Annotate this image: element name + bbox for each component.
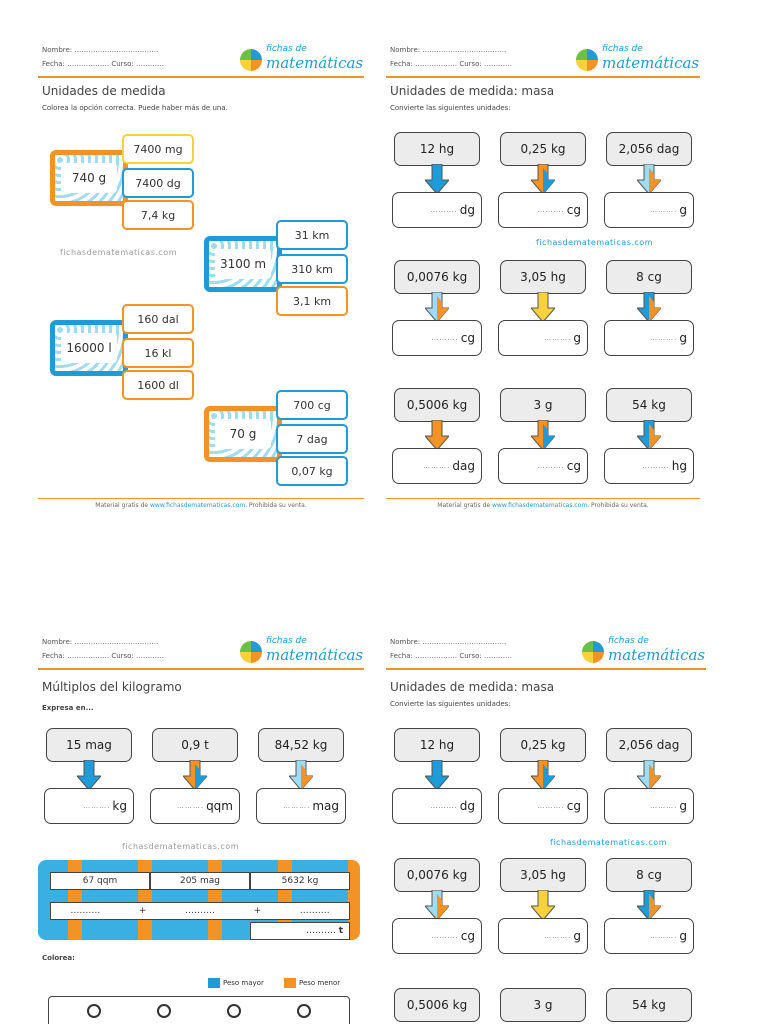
down-arrow-icon xyxy=(637,760,661,790)
page-title: Unidades de medida: masa xyxy=(390,84,555,98)
source-value: 12 hg xyxy=(394,728,480,762)
down-arrow-icon xyxy=(531,164,555,194)
option-box[interactable]: 1600 dl xyxy=(122,370,194,400)
answer-field[interactable] xyxy=(498,448,588,484)
target-unit: qqm xyxy=(206,799,233,813)
target-unit: cg xyxy=(460,331,475,345)
option-box[interactable]: 160 dal xyxy=(122,304,194,334)
down-arrow-icon xyxy=(183,760,207,790)
answer-field[interactable] xyxy=(498,320,588,356)
blank-line: ………. xyxy=(431,334,459,342)
instruction: Convierte las siguientes unidades: xyxy=(390,104,511,112)
target-unit: g xyxy=(679,331,687,345)
option-box[interactable]: 3,1 km xyxy=(276,286,348,316)
source-value: 8 cg xyxy=(606,260,692,294)
source-value: 8 cg xyxy=(606,858,692,892)
sheet-header xyxy=(386,40,700,78)
source-value: 54 kg xyxy=(606,988,692,1022)
answer-field[interactable] xyxy=(498,788,588,824)
logo-ball-icon xyxy=(576,49,598,71)
down-arrow-icon xyxy=(637,292,661,322)
source-value: 3,05 hg xyxy=(500,858,586,892)
blank-line: ………. xyxy=(430,802,458,810)
instruction: Expresa en... xyxy=(42,704,94,712)
plus-sign: + xyxy=(138,906,147,916)
source-value: 2,056 dag xyxy=(606,728,692,762)
date-course-field[interactable]: Fecha: ……………… Curso: ………… xyxy=(390,652,513,660)
down-arrow-icon xyxy=(425,292,449,322)
answer-field[interactable] xyxy=(392,448,482,484)
option-box[interactable]: 31 km xyxy=(276,220,348,250)
weights-box xyxy=(48,996,350,1024)
answer-field[interactable] xyxy=(150,788,240,824)
blank-line: ………. xyxy=(537,802,565,810)
plus-sign: + xyxy=(253,906,262,916)
worksheet-2 xyxy=(386,40,700,520)
down-arrow-icon xyxy=(425,760,449,790)
legend-heavier: Peso mayor xyxy=(208,978,264,988)
value-box: 16000 l xyxy=(50,320,128,376)
option-box[interactable]: 700 cg xyxy=(276,390,348,420)
target-unit: hg xyxy=(671,459,687,473)
sum-answer-row[interactable]: ………. + ………. + ………. xyxy=(50,902,350,920)
down-arrow-icon xyxy=(531,292,555,322)
target-unit: g xyxy=(573,331,581,345)
instruction: Colorea la opción correcta. Puede haber más de una. xyxy=(42,104,228,112)
blank-line: ………. xyxy=(537,206,565,214)
colorea-label: Colorea: xyxy=(42,954,75,962)
worksheet-3 xyxy=(38,632,364,1024)
down-arrow-icon xyxy=(637,890,661,920)
logo: fichas de matemáticas xyxy=(574,44,694,74)
weights-icons xyxy=(49,1001,349,1024)
source-value: 15 mag xyxy=(46,728,132,762)
down-arrow-icon xyxy=(425,420,449,450)
worksheet-1 xyxy=(38,40,364,520)
legend-lighter: Peso menor xyxy=(284,978,340,988)
down-arrow-icon xyxy=(531,420,555,450)
name-field[interactable]: Nombre: ……………………………… xyxy=(42,638,159,646)
blank-line: ………. xyxy=(431,932,459,940)
footer-link[interactable]: www.fichasdematematicas.com xyxy=(150,502,246,509)
blank-line: ………. xyxy=(650,932,678,940)
weight-icon xyxy=(158,1005,170,1017)
blank-line: ………. xyxy=(537,462,565,470)
option-box[interactable]: 16 kl xyxy=(122,338,194,368)
sum-value: 67 qqm xyxy=(50,872,150,890)
answer-field[interactable] xyxy=(498,918,588,954)
blank-line: ………. xyxy=(283,802,311,810)
target-unit: dg xyxy=(459,203,475,217)
source-value: 3 g xyxy=(500,388,586,422)
option-box[interactable]: 310 km xyxy=(276,254,348,284)
target-unit: kg xyxy=(112,799,127,813)
value-box: 3100 m xyxy=(204,236,282,292)
answer-field[interactable] xyxy=(604,448,694,484)
answer-field[interactable] xyxy=(604,788,694,824)
sum-value: 205 mag xyxy=(150,872,250,890)
name-field[interactable]: Nombre: ……………………………… xyxy=(42,46,159,54)
answer-field[interactable] xyxy=(392,918,482,954)
answer-field[interactable] xyxy=(604,192,694,228)
option-box[interactable]: 7400 mg xyxy=(122,134,194,164)
answer-field[interactable] xyxy=(256,788,346,824)
logo-ball-icon xyxy=(240,49,262,71)
sum-value: 5632 kg xyxy=(250,872,350,890)
logo: fichas de matemáticas xyxy=(580,636,700,666)
footer: Material gratis de www.fichasdematematicas.com. Prohibida su venta. xyxy=(386,498,700,509)
date-course-field[interactable]: Fecha: ……………… Curso: ………… xyxy=(42,60,165,68)
down-arrow-icon xyxy=(637,420,661,450)
option-box[interactable]: 7400 dg xyxy=(122,168,194,198)
down-arrow-icon xyxy=(77,760,101,790)
source-value: 0,0076 kg xyxy=(394,260,480,294)
option-box[interactable]: 0,07 kg xyxy=(276,456,348,486)
source-value: 2,056 dag xyxy=(606,132,692,166)
blank-line: ………. xyxy=(176,802,205,810)
down-arrow-icon xyxy=(289,760,313,790)
target-unit: g xyxy=(679,799,687,813)
answer-field[interactable] xyxy=(604,918,694,954)
worksheet-4 xyxy=(386,632,706,1024)
target-unit: mag xyxy=(312,799,339,813)
source-value: 3 g xyxy=(500,988,586,1022)
target-unit: cg xyxy=(460,929,475,943)
name-field[interactable]: Nombre: ……………………………… xyxy=(390,46,507,54)
page-title: Unidades de medida xyxy=(42,84,166,98)
blank-line: ………. xyxy=(642,462,670,470)
blue-swatch-icon xyxy=(208,978,220,988)
source-value: 84,52 kg xyxy=(258,728,344,762)
logo: fichas de matemáticas xyxy=(238,44,358,74)
blank-line: ………. xyxy=(83,802,111,810)
target-unit: dg xyxy=(459,799,475,813)
down-arrow-icon xyxy=(531,890,555,920)
sheet-header xyxy=(38,632,364,670)
source-value: 0,25 kg xyxy=(500,728,586,762)
source-value: 0,5006 kg xyxy=(394,388,480,422)
sheet-header xyxy=(386,632,706,670)
source-value: 0,25 kg xyxy=(500,132,586,166)
target-unit: dag xyxy=(452,459,475,473)
footer: Material gratis de www.fichasdematematicas.com. Prohibida su venta. xyxy=(38,498,364,509)
watermark: fichasdematematicas.com xyxy=(122,842,239,851)
answer-field[interactable] xyxy=(392,320,482,356)
target-unit: g xyxy=(679,203,687,217)
value-box: 740 g xyxy=(50,150,128,206)
orange-swatch-icon xyxy=(284,978,296,988)
blank-line: ………. xyxy=(430,206,458,214)
instruction: Convierte las siguientes unidades: xyxy=(390,700,511,708)
option-box[interactable]: 7,4 kg xyxy=(122,200,194,230)
logo-ball-icon xyxy=(582,641,604,663)
watermark: fichasdematematicas.com xyxy=(550,838,667,847)
target-unit: g xyxy=(679,929,687,943)
weight-icon xyxy=(88,1005,100,1017)
answer-field[interactable] xyxy=(44,788,134,824)
source-value: 0,0076 kg xyxy=(394,858,480,892)
target-unit: cg xyxy=(566,459,581,473)
down-arrow-icon xyxy=(425,164,449,194)
source-value: 0,9 t xyxy=(152,728,238,762)
date-course-field[interactable]: Fecha: ……………… Curso: ………… xyxy=(390,60,513,68)
page-title: Múltiplos del kilogramo xyxy=(42,680,182,694)
answer-field[interactable] xyxy=(498,192,588,228)
page-title: Unidades de medida: masa xyxy=(390,680,555,694)
blank-line: ………. xyxy=(650,206,678,214)
blank-line: ………. xyxy=(650,802,678,810)
source-value: 0,5006 kg xyxy=(394,988,480,1022)
source-value: 3,05 hg xyxy=(500,260,586,294)
total-answer[interactable]: ………. t xyxy=(250,922,350,940)
value-box: 70 g xyxy=(204,406,282,462)
footer-link[interactable]: www.fichasdematematicas.com xyxy=(492,502,588,509)
name-field[interactable]: Nombre: ……………………………… xyxy=(390,638,507,646)
logo-ball-icon xyxy=(240,641,262,663)
answer-field[interactable] xyxy=(392,788,482,824)
blank-line: ………. xyxy=(544,932,572,940)
weight-icon xyxy=(228,1005,240,1017)
target-unit: g xyxy=(573,929,581,943)
target-unit: cg xyxy=(566,799,581,813)
source-value: 12 hg xyxy=(394,132,480,166)
blank-line: ………. xyxy=(544,334,572,342)
answer-field[interactable] xyxy=(392,192,482,228)
target-unit: cg xyxy=(566,203,581,217)
down-arrow-icon xyxy=(425,890,449,920)
weight-icon xyxy=(298,1005,310,1017)
date-course-field[interactable]: Fecha: ……………… Curso: ………… xyxy=(42,652,165,660)
logo: fichas de matemáticas xyxy=(238,636,358,666)
watermark: fichasdematematicas.com xyxy=(536,238,653,247)
watermark: fichasdematematicas.com xyxy=(60,248,177,257)
blank-line: ………. xyxy=(423,462,451,470)
sheet-header xyxy=(38,40,364,78)
source-value: 54 kg xyxy=(606,388,692,422)
down-arrow-icon xyxy=(531,760,555,790)
option-box[interactable]: 7 dag xyxy=(276,424,348,454)
down-arrow-icon xyxy=(637,164,661,194)
answer-field[interactable] xyxy=(604,320,694,356)
blank-line: ………. xyxy=(650,334,678,342)
